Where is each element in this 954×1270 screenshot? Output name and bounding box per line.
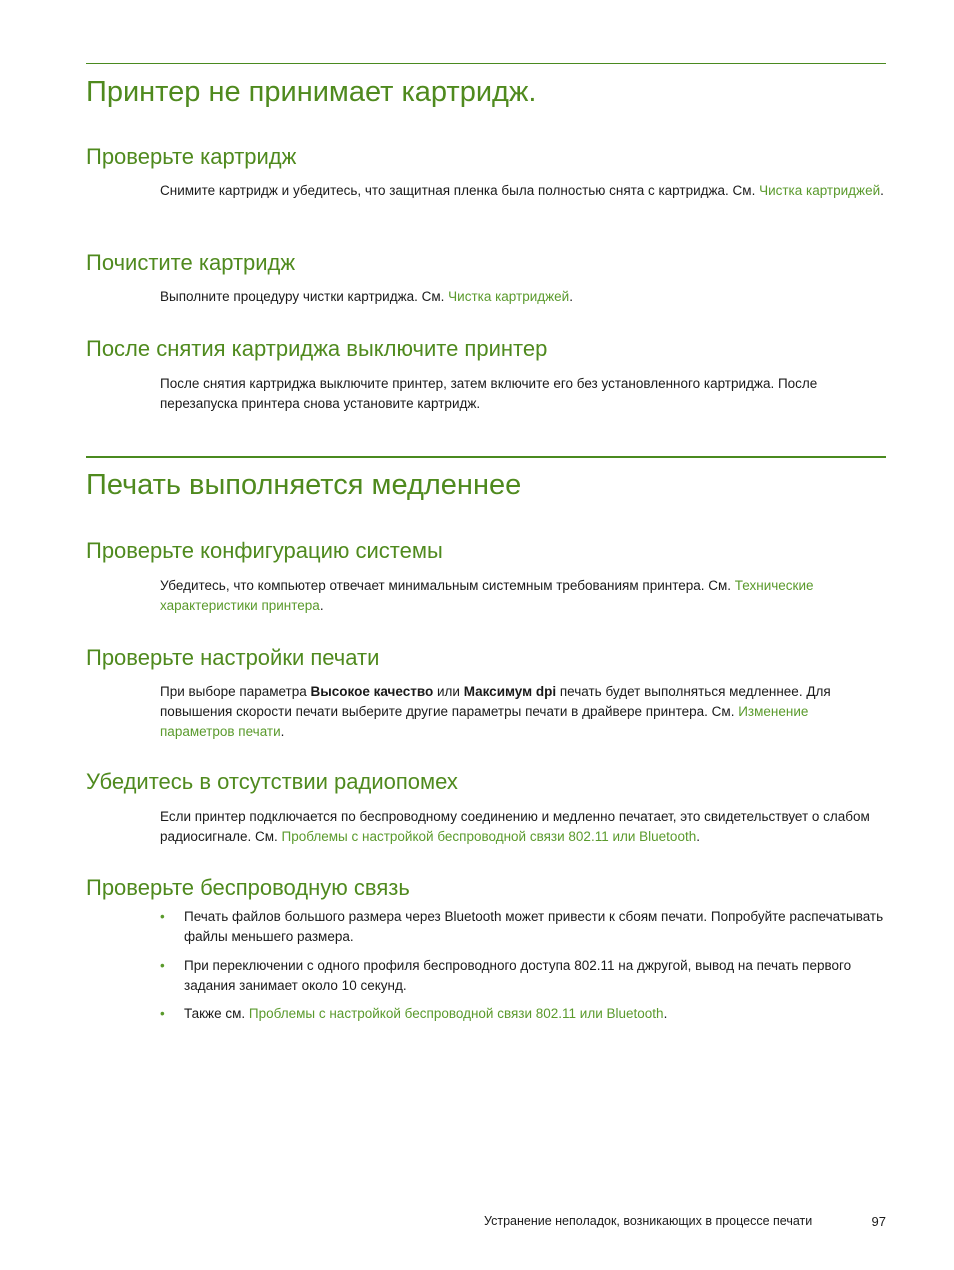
paragraph-clean-cartridge: Выполните процедуру чистки картриджа. См. Чистка картриджей. xyxy=(160,289,573,304)
paragraph-radio-interference: Если принтер подключается по беспроводному соединению и медленно печатает, это свидетельствует о слабом радиосигнале. См. Проблемы с настройкой беспроводной связи 802.11 или Bluetooth. xyxy=(160,809,870,844)
footer-chapter-title: Устранение неполадок, возникающих в процессе печати xyxy=(484,1214,813,1228)
heading-system-config: Проверьте конфигурацию системы xyxy=(86,538,443,563)
link-printer-specs[interactable]: Технические характеристики принтера xyxy=(160,578,814,613)
heading-print-settings: Проверьте настройки печати xyxy=(86,645,380,670)
link-change-print-settings[interactable]: Изменение параметров печати xyxy=(160,704,809,739)
link-wireless-setup-problems[interactable]: Проблемы с настройкой беспроводной связи 802.11 или Bluetooth xyxy=(281,829,697,844)
paragraph-check-cartridge: Снимите картридж и убедитесь, что защитная пленка была полностью снята с картриджа. См. Чистка картриджей. xyxy=(160,183,884,198)
bullet-dot: • xyxy=(160,909,165,924)
paragraph-power-off: После снятия картриджа выключите принтер, затем включите его без установленного картриджа. После перезапуска принтера снова установите картридж. xyxy=(160,376,818,411)
heading-radio-interference: Убедитесь в отсутствии радиопомех xyxy=(86,769,458,794)
heading-clean-cartridge: Почистите картридж xyxy=(86,250,296,275)
setting-max-dpi: Максимум dpi xyxy=(463,684,557,699)
bullet-dot: • xyxy=(160,1006,165,1021)
page-number: 97 xyxy=(871,1214,886,1229)
list-item: • Печать файлов большого размера через Bluetooth может привести к сбоям печати. Попробуйте распечатывать файлы меньшего размера. xyxy=(160,909,884,944)
list-item: • При переключении с одного профиля беспроводного доступа 802.11 на джругой, вывод на печать первого задания занимает около 10 секунд. xyxy=(160,958,852,993)
heading-wireless-check: Проверьте беспроводную связь xyxy=(86,875,410,900)
link-cleaning-cartridges[interactable]: Чистка картриджей xyxy=(759,183,881,198)
heading-check-cartridge: Проверьте картридж xyxy=(86,144,297,169)
section-divider-slow-print xyxy=(86,456,886,458)
paragraph-print-settings: При выборе параметра Высокое качество или Максимум dpi печать будет выполняться медленнее. Для повышения скорости печати выберите другие параметры печати в драйвере принтера. См. Изменение параметров печати. xyxy=(160,684,831,739)
link-cleaning-cartridges-2[interactable]: Чистка картриджей xyxy=(448,289,570,304)
section-title-slow-print: Печать выполняется медленнее xyxy=(86,469,522,501)
section-divider-top xyxy=(86,63,886,64)
list-item: • Также см. Проблемы с настройкой беспроводной связи 802.11 или Bluetooth. xyxy=(160,1004,886,1024)
bullet-dot: • xyxy=(160,958,165,973)
heading-power-off: После снятия картриджа выключите принтер xyxy=(86,336,548,361)
page-footer xyxy=(484,1214,886,1228)
section-title-cartridge: Принтер не принимает картридж. xyxy=(86,76,537,108)
paragraph-system-config: Убедитесь, что компьютер отвечает минимальным системным требованиям принтера. См. Технические характеристики принтера. xyxy=(160,578,814,613)
link-wireless-setup-problems-2[interactable]: Проблемы с настройкой беспроводной связи 802.11 или Bluetooth xyxy=(248,1006,664,1021)
setting-high-quality: Высокое качество xyxy=(310,684,434,699)
